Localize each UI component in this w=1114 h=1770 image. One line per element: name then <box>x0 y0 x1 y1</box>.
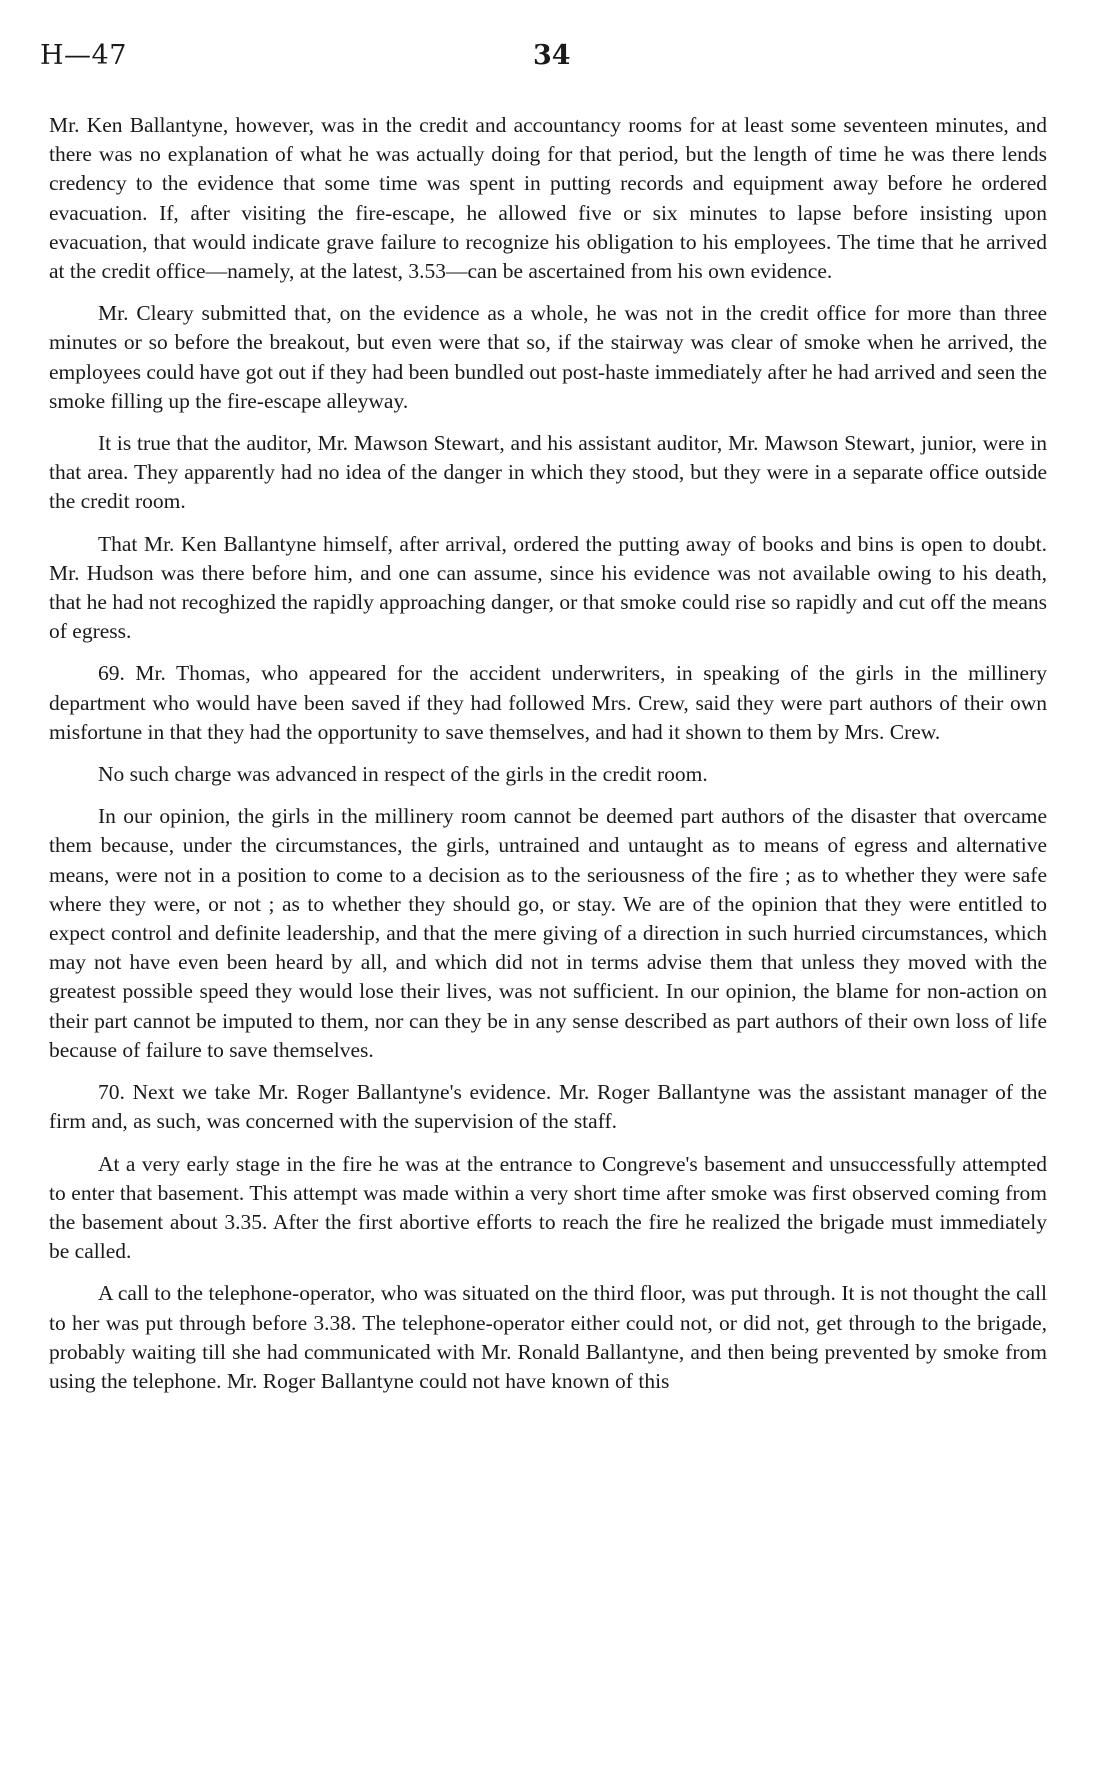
paragraph: Mr. Ken Ballantyne, however, was in the credit and accountancy rooms for at least some seventeen minutes, and there was no explanation of what he was actually doing for that period, but the length of time he was there lends credency to the evidence that some time was spent in putting records and equipment away before he ordered evacuation. If, after visiting the fire-escape, he allowed five or six minutes to lapse before insisting upon evacuation, that would indicate grave failure to recognize his obligation to his employees. The time that he arrived at the credit office—namely, at the latest, 3.53—can be ascertained from his own evidence. <box>49 113 1047 284</box>
paragraph: 69. Mr. Thomas, who appeared for the accident underwriters, in speaking of the girls in the millinery department who would have been saved if they had followed Mrs. Crew, said they were part authors of their own misfortune in that they had the opportunity to save themselves, and had it shown to them by Mrs. Crew. <box>49 661 1047 744</box>
paragraph: That Mr. Ken Ballantyne himself, after arrival, ordered the putting away of books and bins is open to doubt. Mr. Hudson was there before him, and one can assume, since his evidence was not available owing to his death, that he had not recoghized the rapidly approaching danger, or that smoke could rise so rapidly and cut off the means of egress. <box>49 531 1047 644</box>
paragraph: No such charge was advanced in respect of the girls in the credit room. <box>98 762 708 787</box>
page-number: 34 <box>533 40 571 71</box>
document-body <box>49 111 1047 1409</box>
paragraph: 70. Next we take Mr. Roger Ballantyne's evidence. Mr. Roger Ballantyne was the assistant manager of the firm and, as such, was concerned with the supervision of the staff. <box>49 1080 1047 1134</box>
page-header <box>40 40 1080 80</box>
paragraph: At a very early stage in the fire he was at the entrance to Congreve's basement and unsuccessfully attempted to enter that basement. This attempt was made within a very short time after smoke was first observed coming from the basement about 3.35. After the first abortive efforts to reach the fire he realized the brigade must immediately be called. <box>49 1151 1047 1264</box>
document-reference: H—47 <box>40 40 127 71</box>
paragraph: Mr. Cleary submitted that, on the evidence as a whole, he was not in the credit office for more than three minutes or so before the breakout, but even were that so, if the stairway was clear of smoke when he arrived, the employees could have got out if they had been bundled out post-haste immediately after he had arrived and seen the smoke filling up the fire-escape alleyway. <box>49 301 1047 413</box>
paragraph: A call to the telephone-operator, who was situated on the third floor, was put through. It is not thought the call to her was put through before 3.38. The telephone-operator either could not, or did not, get through to the brigade, probably waiting till she had communicated with Mr. Ronald Ballantyne, and then being prevented by smoke from using the telephone. Mr. Roger Ballantyne could not have known of this <box>49 1281 1047 1393</box>
paragraph: In our opinion, the girls in the millinery room cannot be deemed part authors of the disaster that overcame them because, under the circumstances, the girls, untrained and untaught as to means of egress and alternative means, were not in a position to come to a decision as to the seriousness of the fire ; as to whether they were safe where they were, or not ; as to whether they should go, or stay. We are of the opinion that they were entitled to expect control and definite leadership, and that the mere giving of a direction in such hurried circumstances, which may not have even been heard by all, and which did not in terms advise them that unless they moved with the greatest possible speed they would lose their lives, was not sufficient. In our opinion, the blame for non-action on their part cannot be imputed to them, nor can they be in any sense described as part authors of their own loss of life because of failure to save themselves. <box>49 804 1047 1062</box>
paragraph: It is true that the auditor, Mr. Mawson Stewart, and his assistant auditor, Mr. Mawson Stewart, junior, were in that area. They apparently had no idea of the danger in which they stood, but they were in a separate office outside the credit room. <box>49 431 1047 514</box>
